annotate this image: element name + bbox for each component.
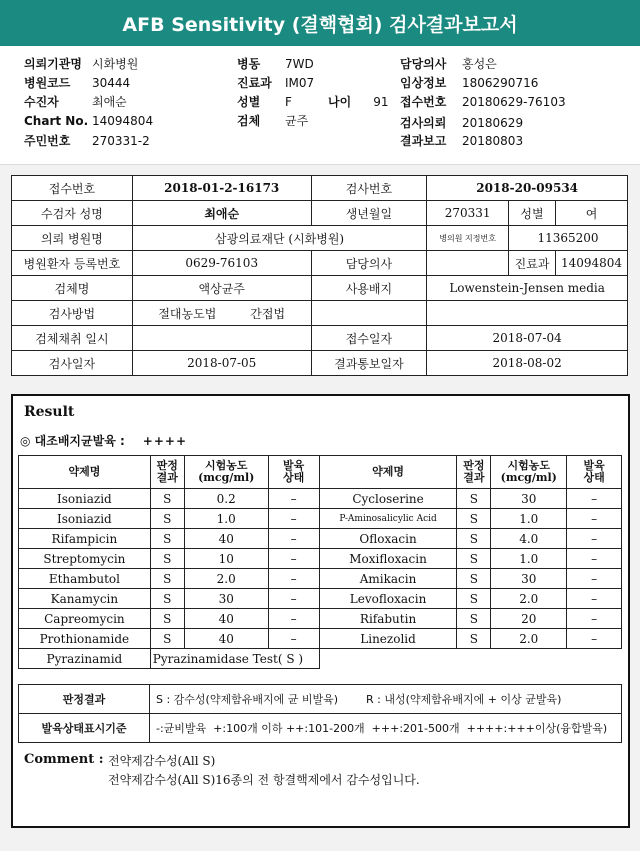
cell-judge: S: [457, 549, 491, 569]
table-row: [19, 529, 622, 549]
cell-growth: –: [268, 569, 319, 589]
header-concentration: 시험농도 (mcg/ml): [491, 456, 567, 489]
cell-conc: 4.0: [491, 529, 567, 549]
label-patient-name: 수검자 성명: [12, 201, 133, 226]
cell-conc: 40: [184, 629, 268, 649]
cell-growth: –: [567, 489, 622, 509]
pyrazinamid-test: Pyrazinamidase Test( S ): [150, 649, 319, 669]
cell-growth: –: [567, 529, 622, 549]
value-receipt-no: 2018-01-2-16173: [132, 176, 311, 201]
table-row: [19, 609, 622, 629]
table-row: [19, 489, 622, 509]
cell-judge: S: [457, 569, 491, 589]
value-notified: 2018-08-02: [427, 351, 628, 376]
empty-cell: [311, 301, 427, 326]
cell-conc: 0.2: [184, 489, 268, 509]
result-title: Result: [24, 404, 75, 420]
comment-line: 전약제감수성(All S)16종의 전 항결핵제에서 감수성입니다.: [108, 773, 420, 787]
cell-conc: 10: [184, 549, 268, 569]
cell-conc: 30: [184, 589, 268, 609]
cell-conc: 20: [491, 609, 567, 629]
cell-judge: S: [457, 529, 491, 549]
cell-growth: –: [567, 509, 622, 529]
table-row: [19, 509, 622, 529]
cell-drug: Rifampicin: [19, 529, 151, 549]
cell-judge: S: [150, 549, 184, 569]
cell-judge: S: [150, 529, 184, 549]
cell-judge: S: [457, 589, 491, 609]
label-sex: 성별: [509, 201, 556, 226]
info-institution: 의뢰기관명 시화병원: [24, 57, 139, 71]
table-row: [19, 549, 622, 569]
label-method: 검사방법: [12, 301, 133, 326]
value-reg-no: 0629-76103: [132, 251, 311, 276]
info-clinical: 임상정보 1806290716: [400, 76, 539, 90]
empty-cell: [319, 649, 621, 669]
value-dob: 270331: [427, 201, 509, 226]
info-hospital-code: 병원코드 30444: [24, 76, 131, 90]
cell-growth: –: [567, 589, 622, 609]
cell-growth: –: [268, 489, 319, 509]
report-title: AFB Sensitivity (결핵협회) 검사결과보고서: [0, 0, 640, 46]
label-dept: 진료과: [509, 251, 556, 276]
cell-judge: S: [457, 509, 491, 529]
info-dept: 진료과 IM07: [237, 76, 315, 90]
table-row: [19, 629, 622, 649]
cell-drug: Streptomycin: [19, 549, 151, 569]
cell-conc: 2.0: [184, 569, 268, 589]
cell-conc: 2.0: [491, 629, 567, 649]
cell-growth: –: [567, 609, 622, 629]
cell-drug: Isoniazid: [19, 489, 151, 509]
cell-growth: –: [268, 609, 319, 629]
comment-line: 전약제감수성(All S): [108, 754, 216, 768]
cell-judge: S: [150, 609, 184, 629]
header-concentration: 시험농도 (mcg/ml): [184, 456, 268, 489]
table-row: [19, 589, 622, 609]
empty-cell: [427, 301, 628, 326]
legend-growth-label: 발육상태표시기준: [19, 714, 150, 743]
cell-conc: 30: [491, 569, 567, 589]
cell-judge: S: [457, 609, 491, 629]
value-medium: Lowenstein-Jensen media: [427, 276, 628, 301]
info-ward: 병동 7WD: [237, 57, 314, 71]
legend-judge-label: 판정결과: [19, 685, 150, 714]
control-growth: [20, 432, 187, 449]
info-accession: 접수번호 20180629-76103: [400, 95, 566, 109]
info-doctor: 담당의사 홍성은: [400, 57, 497, 71]
label-doctor: 담당의사: [311, 251, 427, 276]
table-row: [19, 569, 622, 589]
info-rrn: 주민번호 270331-2: [24, 134, 150, 148]
method-indirect: 간접법: [250, 306, 286, 321]
header-judgement: 판정 결과: [457, 456, 491, 489]
cell-drug: Ethambutol: [19, 569, 151, 589]
comment-section: [24, 752, 420, 787]
cell-drug: Isoniazid: [19, 509, 151, 529]
label-designated: 병의원 지정번호: [427, 226, 509, 251]
value-specimen: 액상균주: [132, 276, 311, 301]
label-collected: 검체채취 일시: [12, 326, 133, 351]
value-tested: 2018-07-05: [132, 351, 311, 376]
cell-drug: Linezolid: [319, 629, 457, 649]
patient-info-panel: [0, 46, 640, 165]
cell-growth: –: [268, 529, 319, 549]
cell-conc: 40: [184, 609, 268, 629]
label-notified: 결과통보일자: [311, 351, 427, 376]
info-patient: 수진자 최애순: [24, 95, 127, 109]
sensitivity-table: [18, 455, 622, 669]
label-receipt-no: 접수번호: [12, 176, 133, 201]
cell-growth: –: [567, 569, 622, 589]
header-drug: 약제명: [19, 456, 151, 489]
pyrazinamid-drug: Pyrazinamid: [19, 649, 151, 669]
cell-growth: –: [567, 549, 622, 569]
value-test-no: 2018-20-09534: [427, 176, 628, 201]
value-patient-name: 최애순: [132, 201, 311, 226]
cell-conc: 2.0: [491, 589, 567, 609]
label-medium: 사용배지: [311, 276, 427, 301]
cell-drug: Cycloserine: [319, 489, 457, 509]
cell-drug: Prothionamide: [19, 629, 151, 649]
cell-conc: 1.0: [184, 509, 268, 529]
value-collected: [132, 326, 311, 351]
header-drug: 약제명: [319, 456, 457, 489]
cell-judge: S: [150, 629, 184, 649]
cell-growth: –: [268, 629, 319, 649]
cell-drug: P-Aminosalicylic Acid: [319, 509, 457, 529]
legend-growth-text: -:균비발육 +:100개 이하 ++:101-200개 +++:201-500개 ++++:+++이상(융합발육): [150, 714, 622, 743]
legend-judge-text: S : 감수성(약제함유배지에 균 비발육) R : 내성(약제함유배지에 + 이상 균발육): [150, 685, 622, 714]
cell-drug: Levofloxacin: [319, 589, 457, 609]
label-dob: 생년월일: [311, 201, 427, 226]
cell-growth: –: [567, 629, 622, 649]
cell-drug: Moxifloxacin: [319, 549, 457, 569]
cell-drug: Ofloxacin: [319, 529, 457, 549]
cell-conc: 40: [184, 529, 268, 549]
header-judgement: 판정 결과: [150, 456, 184, 489]
value-doctor: [427, 251, 509, 276]
label-specimen: 검체명: [12, 276, 133, 301]
info-specimen: 검체 균주: [237, 114, 309, 128]
cell-conc: 1.0: [491, 509, 567, 529]
comment-label: Comment :: [24, 752, 104, 767]
value-method: [132, 301, 311, 326]
value-sex: 여: [556, 201, 628, 226]
header-growth: 발육 상태: [567, 456, 622, 489]
label-test-no: 검사번호: [311, 176, 427, 201]
info-reported: 결과보고 20180803: [400, 134, 524, 148]
cell-judge: S: [150, 509, 184, 529]
cell-drug: Kanamycin: [19, 589, 151, 609]
cell-judge: S: [457, 489, 491, 509]
control-growth-label: ◎ 대조배지균발육 :: [20, 434, 125, 448]
method-absolute: 절대농도법: [158, 306, 217, 321]
label-tested: 검사일자: [12, 351, 133, 376]
specimen-detail-table: [11, 175, 628, 376]
info-age: 나이 91: [328, 95, 389, 109]
cell-judge: S: [150, 489, 184, 509]
cell-drug: Capreomycin: [19, 609, 151, 629]
cell-judge: S: [457, 629, 491, 649]
cell-drug: Amikacin: [319, 569, 457, 589]
cell-conc: 30: [491, 489, 567, 509]
info-sex: 성별 F: [237, 95, 292, 109]
value-dept: 14094804: [556, 251, 628, 276]
value-hospital: 삼광의료재단 (시화병원): [132, 226, 426, 251]
label-hospital: 의뢰 병원명: [12, 226, 133, 251]
header-growth: 발육 상태: [268, 456, 319, 489]
value-received: 2018-07-04: [427, 326, 628, 351]
legend-table: [18, 684, 622, 743]
cell-growth: –: [268, 549, 319, 569]
cell-conc: 1.0: [491, 549, 567, 569]
cell-judge: S: [150, 589, 184, 609]
cell-drug: Rifabutin: [319, 609, 457, 629]
value-designated: 11365200: [509, 226, 628, 251]
cell-judge: S: [150, 569, 184, 589]
cell-growth: –: [268, 509, 319, 529]
label-reg-no: 병원환자 등록번호: [12, 251, 133, 276]
cell-growth: –: [268, 589, 319, 609]
label-received: 접수일자: [311, 326, 427, 351]
control-growth-value: ++++: [142, 434, 187, 448]
info-requested: 검사의뢰 20180629: [400, 116, 524, 130]
info-chart: Chart No. 14094804: [24, 114, 154, 128]
